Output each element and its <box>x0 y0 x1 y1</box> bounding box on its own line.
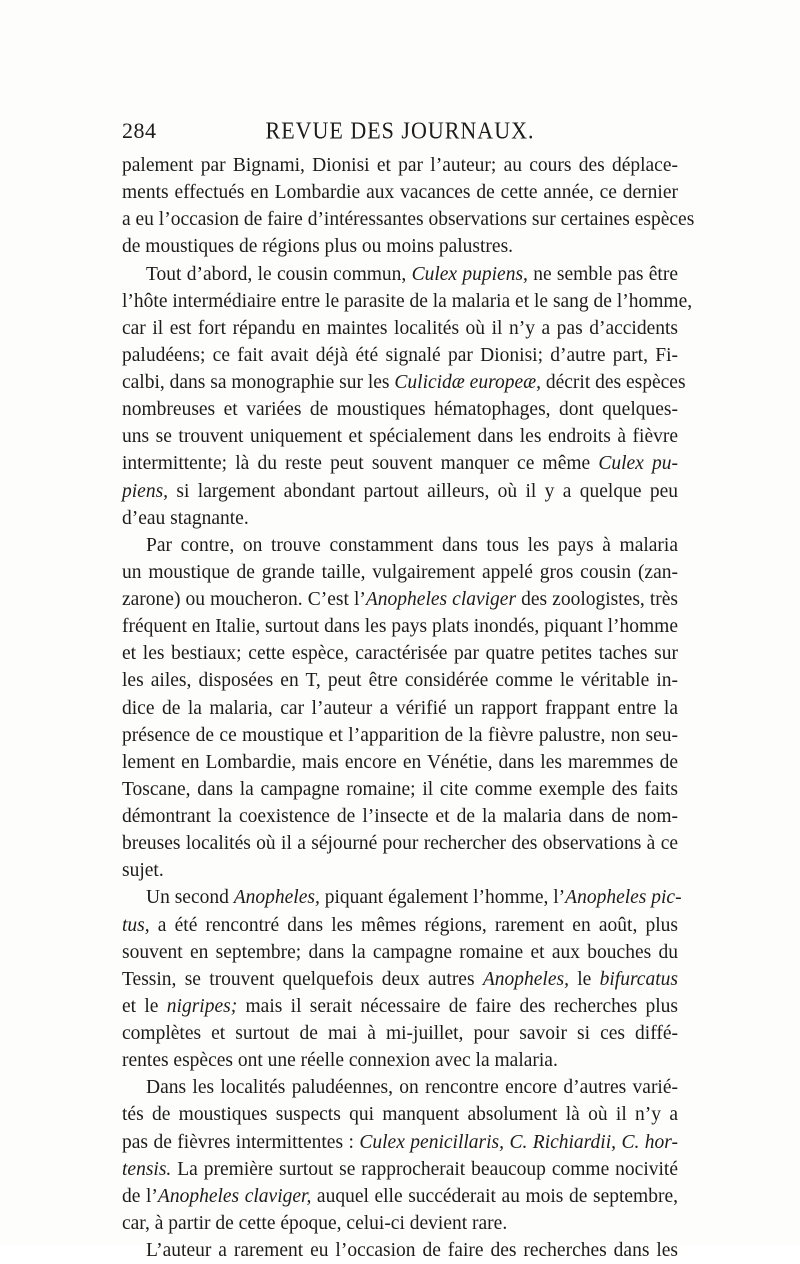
text-run: de moustiques de régions plus ou moins palustres. <box>122 236 514 258</box>
text-line <box>122 912 678 939</box>
text-line <box>122 505 678 532</box>
text-run: Un second <box>146 887 234 909</box>
text-run: Tout d’abord, le cousin commun, <box>146 263 412 285</box>
text-run: dice de la malaria, car l’auteur a vérifié un rapport frappant entre la <box>122 697 678 719</box>
text-run: nombreuses et variées de moustiques hématophages, dont quelques- <box>122 399 678 421</box>
text-run: intermittente; là du reste peut souvent manquer ce même <box>122 453 599 475</box>
text-run: car il est fort répandu en maintes localités où il n’y a pas d’accidents <box>122 317 678 339</box>
italic-term: bifurcatus <box>599 968 678 990</box>
italic-term: Culex pupiens, <box>411 263 528 285</box>
italic-term: tensis. <box>122 1158 172 1180</box>
text-line <box>122 1237 678 1264</box>
text-line <box>122 884 682 911</box>
text-run: zarone) ou moucheron. C’est l’ <box>122 589 366 610</box>
text-line <box>122 1183 678 1210</box>
text-line <box>122 152 678 179</box>
journal-title: REVUE DES JOURNAUX. <box>265 116 535 144</box>
text-run: uns se trouvent uniquement et spécialement dans les endroits à fièvre <box>122 426 678 448</box>
text-run: démontrant la coexistence de l’insecte et de la malaria dans de nom- <box>122 806 678 827</box>
text-run: présence de ce moustique et l’apparition de la fièvre palustre, non seu- <box>122 724 678 746</box>
italic-term: piens, <box>122 480 169 502</box>
text-line <box>122 857 678 884</box>
text-line <box>122 966 678 993</box>
text-run: un moustique de grande taille, vulgairement appelé gros cousin (zan- <box>122 561 678 583</box>
text-line <box>122 261 678 288</box>
italic-term: Anopheles pic- <box>565 887 682 909</box>
text-run: de l’ <box>122 1185 158 1207</box>
text-run: mais il serait nécessaire de faire des recherches plus <box>237 995 678 1017</box>
text-run: palement par Bignami, Dionisi et par l’auteur; au cours des déplace- <box>122 155 678 176</box>
text-run: d’eau stagnante. <box>122 507 249 529</box>
text-line <box>122 640 678 667</box>
text-line <box>122 776 678 803</box>
text-run: L’auteur a rarement eu l’occasion de faire des recherches dans les <box>146 1240 678 1261</box>
text-line <box>122 1074 678 1101</box>
text-line <box>122 478 678 505</box>
text-run: breuses localités où il a séjourné pour rechercher des observations à ce <box>122 833 678 855</box>
italic-term: Anopheles claviger, <box>157 1185 312 1207</box>
text-line <box>122 939 678 966</box>
text-line <box>122 830 678 857</box>
text-run: lement en Lombardie, mais encore en Vénétie, dans les maremmes de <box>122 751 678 773</box>
text-line <box>122 586 678 613</box>
text-run: Dans les localités paludéennes, on rencontre encore d’autres varié- <box>146 1077 678 1099</box>
text-run: et le <box>122 995 167 1017</box>
italic-term: Anopheles, <box>233 887 320 909</box>
text-line <box>122 233 678 260</box>
text-run: pas de fièvres intermittentes : <box>122 1131 360 1153</box>
text-line <box>122 396 678 423</box>
text-line <box>122 423 678 450</box>
running-head <box>122 118 678 148</box>
text-line <box>122 1129 678 1156</box>
text-run: a été rencontré dans les mêmes régions, rarement en août, plus <box>149 914 678 936</box>
text-run: les ailes, disposées en T, peut être considérée comme le véritable in- <box>122 670 678 692</box>
text-run: a eu l’occasion de faire d’intéressantes observations sur certaines espèces <box>122 209 695 231</box>
text-line <box>122 532 678 559</box>
text-run: souvent en septembre; dans la campagne romaine et aux bouches du <box>122 941 678 963</box>
text-run: des zoologistes, très <box>516 589 679 610</box>
text-run: et les bestiaux; cette espèce, caractérisée par quatre petites taches sur <box>122 643 678 665</box>
text-line <box>122 206 695 233</box>
text-run: calbi, dans sa monographie sur les <box>122 372 395 393</box>
text-run: ne semble pas être <box>527 263 678 285</box>
text-run: piquant également l’homme, l’ <box>319 887 566 909</box>
italic-term: tus, <box>122 914 150 936</box>
text-run: La première surtout se rapprocherait beaucoup comme nocivité <box>171 1158 678 1180</box>
text-run: le <box>568 968 600 990</box>
text-run: l’hôte intermédiaire entre le parasite de la malaria et le sang de l’homme, <box>122 290 693 312</box>
text-run: paludéens; ce fait avait déjà été signalé par Dionisi; d’autre part, Fi- <box>122 344 678 366</box>
text-run: auquel elle succéderait au mois de septembre, <box>311 1185 678 1207</box>
text-line <box>122 288 693 315</box>
text-line <box>122 179 678 206</box>
text-run: fréquent en Italie, surtout dans les pays plats inondés, piquant l’homme <box>122 616 678 638</box>
text-line <box>122 1047 678 1074</box>
text-line <box>122 667 678 694</box>
italic-term: Anopheles, <box>482 968 569 990</box>
italic-term: Culicidæ europeæ, <box>394 372 541 393</box>
text-line <box>122 993 678 1020</box>
text-run: complètes et surtout de mai à mi-juillet, pour savoir si ces diffé- <box>122 1023 678 1044</box>
italic-term: Culex penicillaris, C. Richiardii, C. hor- <box>359 1131 678 1153</box>
text-line <box>122 1156 678 1183</box>
text-line <box>122 315 678 342</box>
text-line <box>122 803 678 830</box>
italic-term: Anopheles claviger <box>365 589 517 610</box>
text-line <box>122 450 678 477</box>
body-text <box>122 152 695 1264</box>
text-line <box>122 1020 678 1047</box>
page-number: 284 <box>122 118 157 143</box>
text-run: rentes espèces ont une réelle connexion avec la malaria. <box>122 1050 558 1072</box>
text-line <box>122 695 678 722</box>
text-run: Par contre, on trouve constamment dans tous les pays à malaria <box>146 534 678 556</box>
text-line <box>122 613 678 640</box>
text-run: tés de moustiques suspects qui manquent absolument là où il n’y a <box>122 1104 678 1126</box>
text-line <box>122 342 678 369</box>
text-run: Tessin, se trouvent quelquefois deux autres <box>122 968 483 990</box>
text-run: sujet. <box>122 860 164 882</box>
text-line <box>122 1101 678 1128</box>
italic-term: nigripes; <box>166 995 238 1017</box>
text-run: décrit des espèces <box>541 372 686 393</box>
text-line <box>122 1210 678 1237</box>
text-line <box>122 559 678 586</box>
text-run: Toscane, dans la campagne romaine; il cite comme exemple des faits <box>122 778 678 800</box>
text-line <box>122 369 686 396</box>
text-run: ments effectués en Lombardie aux vacances de cette année, ce dernier <box>122 182 678 204</box>
text-line <box>122 722 678 749</box>
italic-term: Culex pu- <box>598 453 678 475</box>
text-run: car, à partir de cette époque, celui-ci devient rare. <box>122 1212 508 1234</box>
text-line <box>122 749 678 776</box>
text-run: si largement abondant partout ailleurs, où il y a quelque peu <box>168 480 678 502</box>
